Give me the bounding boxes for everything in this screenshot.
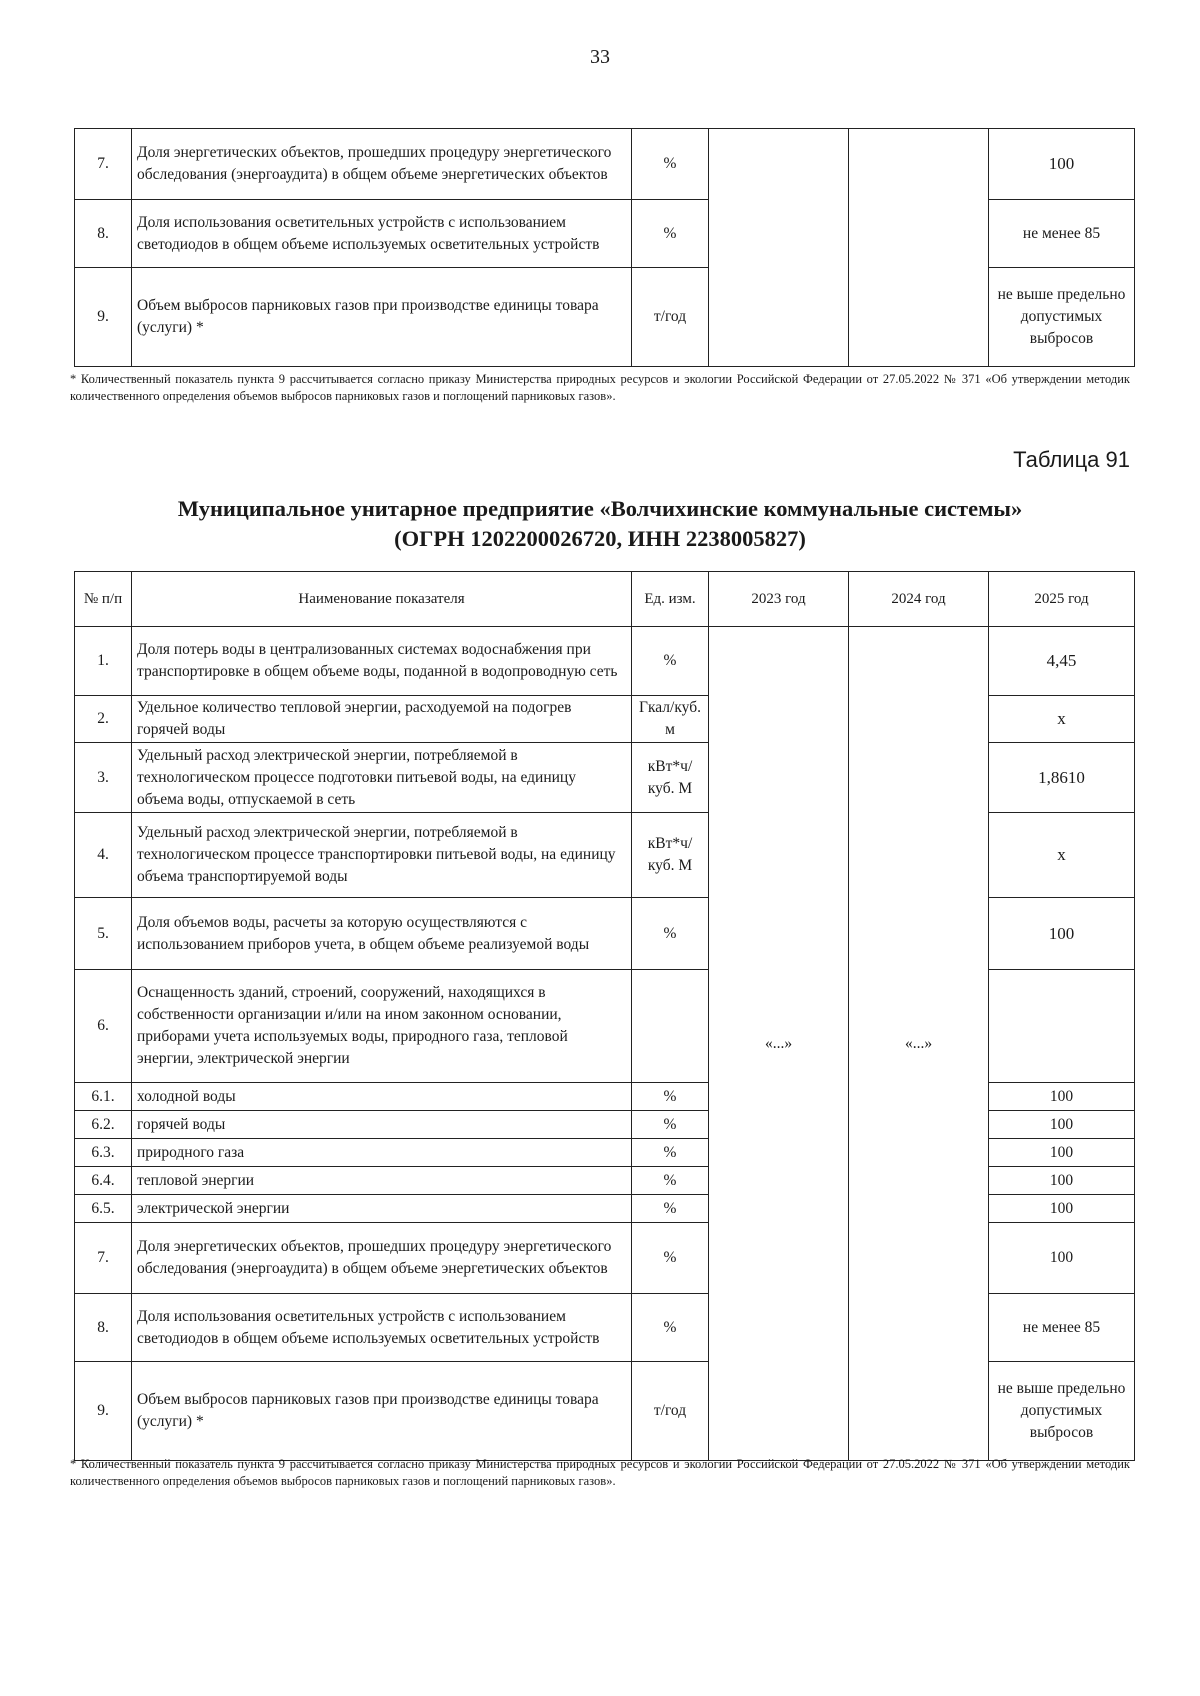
row-number: 9. — [75, 268, 132, 367]
table-row — [75, 627, 1135, 696]
unit-cell: т/год — [632, 1362, 709, 1461]
unit-cell: % — [632, 200, 709, 268]
row-number: 2. — [75, 696, 132, 743]
indicator-name: Доля использования осветительных устройств с использованием светодиодов в общем объеме используемых осветительных устройств — [132, 1294, 632, 1362]
indicator-name: холодной воды — [132, 1083, 632, 1111]
org-name: Муниципальное унитарное предприятие «Волчихинские коммунальные системы» — [177, 496, 1023, 521]
indicator-name: природного газа — [132, 1139, 632, 1167]
value-2025-cell: 4,45 — [989, 627, 1135, 696]
main-table — [74, 571, 1135, 1461]
indicator-name: горячей воды — [132, 1111, 632, 1139]
year-2023-cell — [709, 129, 849, 367]
row-number: 7. — [75, 1223, 132, 1294]
unit-cell: % — [632, 1223, 709, 1294]
value-2025-cell: х — [989, 696, 1135, 743]
year-2024-cell — [849, 129, 989, 367]
indicator-name: Доля потерь воды в централизованных системах водоснабжения при транспортировке в общем объеме воды, поданной в водопроводную сеть — [132, 627, 632, 696]
row-number: 6.5. — [75, 1195, 132, 1223]
value-2025-cell: 100 — [989, 1223, 1135, 1294]
value-2025-cell: не менее 85 — [989, 1294, 1135, 1362]
org-registration: (ОГРН 1202200026720, ИНН 2238005827) — [394, 526, 806, 551]
indicator-name: Удельный расход электрической энергии, потребляемой в технологическом процессе транспортировки питьевой воды, на единицу объема транспортируемой воды — [132, 813, 632, 898]
row-number: 1. — [75, 627, 132, 696]
row-number: 5. — [75, 898, 132, 970]
indicator-name: Удельный расход электрической энергии, потребляемой в технологическом процессе подготовки питьевой воды, на единицу объема воды, отпускаемой в сеть — [132, 743, 632, 813]
footnote: * Количественный показатель пункта 9 рассчитывается согласно приказу Министерства природных ресурсов и экологии Российской Федерации от 27.05.2022 № 371 «Об утверждении методик количественного определения объемов выбросов парниковых газов и поглощений парниковых газов». — [70, 372, 1130, 403]
unit-cell — [632, 970, 709, 1083]
table-row — [75, 129, 1135, 200]
unit-cell: кВт*ч/куб. М — [632, 743, 709, 813]
value-2025-cell: х — [989, 813, 1135, 898]
row-number: 8. — [75, 200, 132, 268]
row-number: 6.4. — [75, 1167, 132, 1195]
unit-cell: % — [632, 1195, 709, 1223]
value-2025-cell: 100 — [989, 1195, 1135, 1223]
row-number: 6.2. — [75, 1111, 132, 1139]
top-table — [74, 128, 1135, 367]
unit-cell: % — [632, 1167, 709, 1195]
unit-cell: % — [632, 898, 709, 970]
value-2025-cell: 1,8610 — [989, 743, 1135, 813]
header-2024: 2024 год — [849, 572, 989, 627]
value-2025-cell: 100 — [989, 1167, 1135, 1195]
row-number: 9. — [75, 1362, 132, 1461]
value-2025-cell: 100 — [989, 1139, 1135, 1167]
indicator-name: Доля использования осветительных устройств с использованием светодиодов в общем объеме используемых осветительных устройств — [132, 200, 632, 268]
unit-cell: % — [632, 1083, 709, 1111]
row-number: 6. — [75, 970, 132, 1083]
value-2025-cell: не выше предельно допустимых выбросов — [989, 1362, 1135, 1461]
unit-cell: % — [632, 1294, 709, 1362]
footnote: * Количественный показатель пункта 9 рассчитывается согласно приказу Министерства природных ресурсов и экологии Российской Федерации от 27.05.2022 № 371 «Об утверждении методик количественного определения объемов выбросов парниковых газов и поглощений парниковых газов». — [70, 1457, 1130, 1488]
indicator-name: электрической энергии — [132, 1195, 632, 1223]
header-unit: Ед. изм. — [632, 572, 709, 627]
value-2025-cell: 100 — [989, 129, 1135, 200]
value-2025-cell: 100 — [989, 898, 1135, 970]
unit-cell: % — [632, 627, 709, 696]
year-2024-cell: «...» — [849, 627, 989, 1461]
indicator-name: Доля энергетических объектов, прошедших процедуру энергетического обследования (энергоаудита) в общем объеме энергетических объектов — [132, 1223, 632, 1294]
header-name: Наименование показателя — [132, 572, 632, 627]
table-header-row — [75, 572, 1135, 627]
unit-cell: % — [632, 1139, 709, 1167]
row-number: 7. — [75, 129, 132, 200]
unit-cell: % — [632, 1111, 709, 1139]
row-number: 4. — [75, 813, 132, 898]
table-label: Таблица 91 — [1013, 447, 1130, 472]
year-2023-cell: «...» — [709, 627, 849, 1461]
org-title — [0, 494, 1200, 554]
row-number: 6.3. — [75, 1139, 132, 1167]
row-number: 6.1. — [75, 1083, 132, 1111]
indicator-name: Доля энергетических объектов, прошедших процедуру энергетического обследования (энергоаудита) в общем объеме энергетических объектов — [132, 129, 632, 200]
indicator-name: Оснащенность зданий, строений, сооружений, находящихся в собственности организации и/или на ином законном основании, приборами учета используемых воды, природного газа, тепловой энергии, электрической энергии — [132, 970, 632, 1083]
unit-cell: % — [632, 129, 709, 200]
header-2025: 2025 год — [989, 572, 1135, 627]
value-2025-cell: не менее 85 — [989, 200, 1135, 268]
header-2023: 2023 год — [709, 572, 849, 627]
unit-cell: т/год — [632, 268, 709, 367]
indicator-name: Удельное количество тепловой энергии, расходуемой на подогрев горячей воды — [132, 696, 632, 743]
value-2025-cell: 100 — [989, 1111, 1135, 1139]
header-num: № п/п — [75, 572, 132, 627]
value-2025-cell: 100 — [989, 1083, 1135, 1111]
row-number: 8. — [75, 1294, 132, 1362]
indicator-name: Доля объемов воды, расчеты за которую осуществляются с использованием приборов учета, в общем объеме реализуемой воды — [132, 898, 632, 970]
value-2025-cell — [989, 970, 1135, 1083]
unit-cell: Гкал/куб. м — [632, 696, 709, 743]
indicator-name: Объем выбросов парниковых газов при производстве единицы товара (услуги) * — [132, 268, 632, 367]
value-2025-cell: не выше предельно допустимых выбросов — [989, 268, 1135, 367]
indicator-name: Объем выбросов парниковых газов при производстве единицы товара (услуги) * — [132, 1362, 632, 1461]
unit-cell: кВт*ч/куб. М — [632, 813, 709, 898]
page-number: 33 — [590, 46, 610, 68]
indicator-name: тепловой энергии — [132, 1167, 632, 1195]
row-number: 3. — [75, 743, 132, 813]
